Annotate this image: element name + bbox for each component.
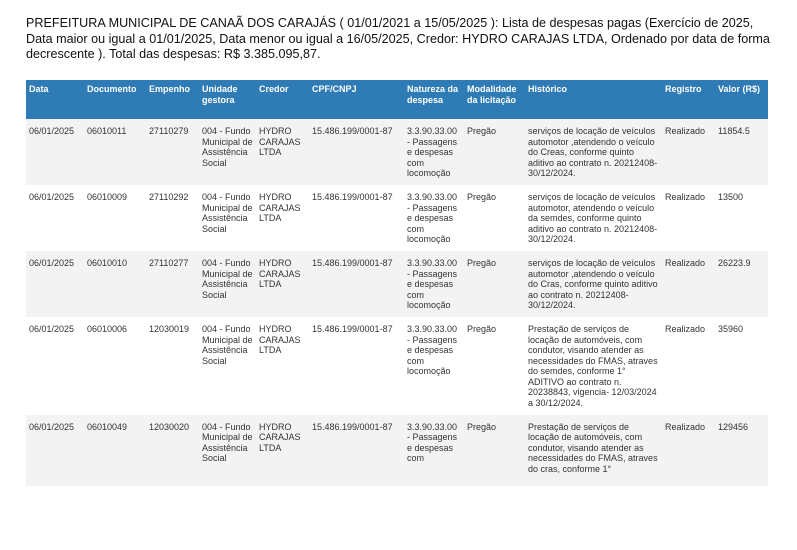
- cell-modalidade: Pregão: [464, 251, 525, 317]
- table-header-row: [26, 80, 768, 119]
- col-header-cpf-cnpj[interactable]: CPF/CNPJ: [309, 80, 404, 119]
- cell-natureza: 3.3.90.33.00 - Passagens e despesas com locomoção: [404, 185, 464, 251]
- cell-historico: Prestação de serviços de locação de automóveis, com condutor, visando atender as necessidades do FMAS, atraves do cras, conforme 1°: [525, 415, 662, 486]
- cell-empenho: 27110279: [146, 119, 199, 185]
- cell-registro: Realizado: [662, 185, 715, 251]
- cell-data: 06/01/2025: [26, 415, 84, 486]
- report-title: PREFEITURA MUNICIPAL DE CANAÃ DOS CARAJÁS ( 01/01/2021 a 15/05/2025 ): Lista de despesas pagas (Exercício de 2025, Data maior ou igual a 01/01/2025, Data menor ou igual a 16/05/2025, Credor: HYDRO CARAJAS LTDA, Ordenado por data de forma decrescente ). Total das despesas: R$ 3.385.095,87.: [26, 16, 770, 62]
- cell-natureza: 3.3.90.33.00 - Passagens e despesas com locomoção: [404, 119, 464, 185]
- cell-data: 06/01/2025: [26, 251, 84, 317]
- table-row: [26, 119, 768, 185]
- cell-credor: HYDRO CARAJAS LTDA: [256, 415, 309, 486]
- cell-modalidade: Pregão: [464, 415, 525, 486]
- table-row: [26, 317, 768, 415]
- cell-valor: 13500: [715, 185, 768, 251]
- col-header-documento[interactable]: Documento: [84, 80, 146, 119]
- cell-modalidade: Pregão: [464, 317, 525, 415]
- cell-cnpj: 15.486.199/0001-87: [309, 317, 404, 415]
- col-header-valor[interactable]: Valor (R$): [715, 80, 768, 119]
- cell-unidade: 004 - Fundo Municipal de Assistência Social: [199, 119, 256, 185]
- cell-data: 06/01/2025: [26, 185, 84, 251]
- cell-natureza: 3.3.90.33.00 - Passagens e despesas com locomoção: [404, 251, 464, 317]
- cell-credor: HYDRO CARAJAS LTDA: [256, 317, 309, 415]
- cell-credor: HYDRO CARAJAS LTDA: [256, 185, 309, 251]
- cell-registro: Realizado: [662, 317, 715, 415]
- col-header-natureza[interactable]: Natureza da despesa: [404, 80, 464, 119]
- cell-registro: Realizado: [662, 251, 715, 317]
- cell-valor: 26223.9: [715, 251, 768, 317]
- table-row: [26, 251, 768, 317]
- col-header-credor[interactable]: Credor: [256, 80, 309, 119]
- cell-registro: Realizado: [662, 415, 715, 486]
- cell-cnpj: 15.486.199/0001-87: [309, 119, 404, 185]
- cell-cnpj: 15.486.199/0001-87: [309, 185, 404, 251]
- cell-historico: serviços de locação de veículos automotor ,atendendo o veículo do Cras, conforme quinto aditivo ao contrato n. 20212408- 30/12/2024.: [525, 251, 662, 317]
- cell-historico: serviços de locação de veículos automotor ,atendendo o veículo do Creas, conforme quinto aditivo ao contrato n. 20212408- 30/12/2024.: [525, 119, 662, 185]
- cell-empenho: 12030020: [146, 415, 199, 486]
- cell-registro: Realizado: [662, 119, 715, 185]
- cell-documento: 06010006: [84, 317, 146, 415]
- cell-valor: 11854.5: [715, 119, 768, 185]
- cell-valor: 35960: [715, 317, 768, 415]
- cell-documento: 06010010: [84, 251, 146, 317]
- table-row: [26, 415, 768, 486]
- cell-documento: 06010011: [84, 119, 146, 185]
- cell-cnpj: 15.486.199/0001-87: [309, 415, 404, 486]
- cell-data: 06/01/2025: [26, 317, 84, 415]
- cell-unidade: 004 - Fundo Municipal de Assistência Social: [199, 185, 256, 251]
- table-row: [26, 185, 768, 251]
- cell-modalidade: Pregão: [464, 185, 525, 251]
- expenses-table: [26, 80, 768, 486]
- cell-natureza: 3.3.90.33.00 - Passagens e despesas com: [404, 415, 464, 486]
- cell-data: 06/01/2025: [26, 119, 84, 185]
- cell-natureza: 3.3.90.33.00 - Passagens e despesas com locomoção: [404, 317, 464, 415]
- cell-modalidade: Pregão: [464, 119, 525, 185]
- cell-historico: Prestação de serviços de locação de automóveis, com condutor, visando atender as necessidades do FMAS, atraves do semdes, conforme 1° ADITIVO ao contrato n. 20238843, vigencia- 12/03/2024 a 30/12/2024.: [525, 317, 662, 415]
- col-header-empenho[interactable]: Empenho: [146, 80, 199, 119]
- cell-historico: serviços de locação de veículos automotor, atendendo o veículo da semdes, conforme quinto aditivo ao contrato n. 20212408- 30/12/2024.: [525, 185, 662, 251]
- cell-unidade: 004 - Fundo Municipal de Assistência Social: [199, 317, 256, 415]
- cell-credor: HYDRO CARAJAS LTDA: [256, 119, 309, 185]
- col-header-modalidade[interactable]: Modalidade da licitação: [464, 80, 525, 119]
- cell-documento: 06010009: [84, 185, 146, 251]
- cell-credor: HYDRO CARAJAS LTDA: [256, 251, 309, 317]
- cell-unidade: 004 - Fundo Municipal de Assistência Social: [199, 415, 256, 486]
- col-header-registro[interactable]: Registro: [662, 80, 715, 119]
- cell-valor: 129456: [715, 415, 768, 486]
- cell-empenho: 12030019: [146, 317, 199, 415]
- col-header-historico[interactable]: Histórico: [525, 80, 662, 119]
- cell-documento: 06010049: [84, 415, 146, 486]
- cell-unidade: 004 - Fundo Municipal de Assistência Social: [199, 251, 256, 317]
- col-header-data[interactable]: Data: [26, 80, 84, 119]
- cell-empenho: 27110292: [146, 185, 199, 251]
- cell-cnpj: 15.486.199/0001-87: [309, 251, 404, 317]
- col-header-unidade[interactable]: Unidade gestora: [199, 80, 256, 119]
- cell-empenho: 27110277: [146, 251, 199, 317]
